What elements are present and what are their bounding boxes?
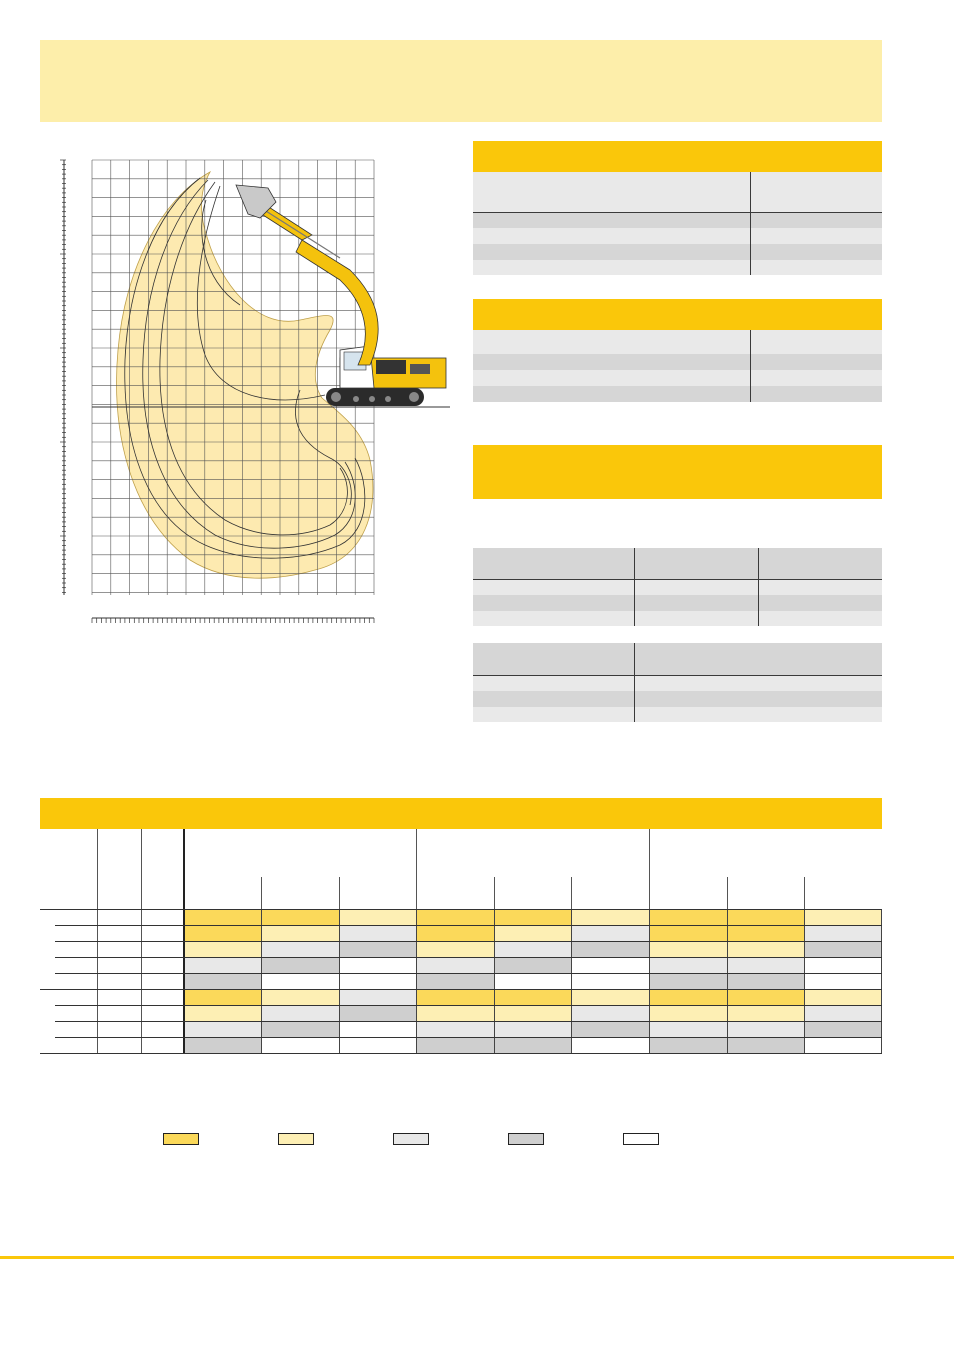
matrix-cell (417, 958, 495, 973)
matrix-cell (495, 942, 572, 957)
matrix-cell (650, 926, 728, 941)
legend-swatch-1 (163, 1133, 199, 1145)
matrix-cell (728, 1022, 805, 1037)
matrix-cell (495, 958, 572, 973)
matrix-cell (650, 1006, 728, 1021)
matrix-cell (805, 958, 882, 973)
matrix-cell (805, 990, 882, 1005)
matrix-cell (728, 942, 805, 957)
matrix-cell (650, 1022, 728, 1037)
matrix-cell (185, 974, 262, 989)
table-row (473, 244, 882, 260)
matrix-cell (185, 958, 262, 973)
matrix-cell (185, 1022, 262, 1037)
table-row (473, 580, 882, 595)
matrix-cell (495, 1038, 572, 1053)
matrix-cell (340, 942, 417, 957)
stick-geometry-table (473, 330, 882, 402)
matrix-cell (650, 974, 728, 989)
table-row (473, 611, 882, 626)
matrix-cell (572, 974, 650, 989)
matrix-cell (650, 942, 728, 957)
matrix-cell (185, 990, 262, 1005)
matrix-cell (650, 1038, 728, 1053)
matrix-cell (417, 974, 495, 989)
table-header-row (473, 643, 882, 675)
matrix-cell (262, 1038, 340, 1053)
matrix-cell (805, 974, 882, 989)
matrix-cell (650, 910, 728, 925)
matrix-cell (262, 910, 340, 925)
selection-matrix (40, 829, 882, 1053)
matrix-cell (495, 910, 572, 925)
legend-swatch-5 (623, 1133, 659, 1145)
table-row (473, 354, 882, 370)
matrix-cell (728, 958, 805, 973)
digging-envelope-diagram (40, 140, 460, 640)
table-header-row (473, 548, 882, 579)
stick-table-header (473, 299, 882, 330)
selection-matrix-header (40, 798, 882, 829)
matrix-cell (262, 958, 340, 973)
table-row (473, 707, 882, 722)
matrix-bottom-rule (40, 1053, 882, 1054)
matrix-cell (805, 1022, 882, 1037)
table-header-row (473, 172, 882, 212)
matrix-cell (728, 990, 805, 1005)
title-band (40, 40, 882, 122)
matrix-cell (495, 990, 572, 1005)
matrix-cell (340, 910, 417, 925)
forces-table-a (473, 548, 882, 626)
matrix-cell (728, 1006, 805, 1021)
matrix-cell (495, 1022, 572, 1037)
table-row (473, 595, 882, 611)
legend-swatch-2 (278, 1133, 314, 1145)
matrix-cell (185, 942, 262, 957)
forces-section-header (473, 445, 882, 499)
matrix-cell (650, 990, 728, 1005)
matrix-cell (262, 942, 340, 957)
table-row (473, 691, 882, 707)
matrix-cell (572, 910, 650, 925)
table-row (473, 370, 882, 386)
matrix-cell (572, 958, 650, 973)
matrix-cell (340, 974, 417, 989)
table-row (473, 213, 882, 228)
matrix-cell (572, 1006, 650, 1021)
matrix-cell (728, 974, 805, 989)
table-row (473, 386, 882, 402)
table-row (473, 676, 882, 691)
matrix-cell (417, 1006, 495, 1021)
matrix-cell (805, 1038, 882, 1053)
matrix-cell (805, 942, 882, 957)
matrix-cell (417, 926, 495, 941)
table-row (473, 228, 882, 244)
matrix-cell (495, 1006, 572, 1021)
matrix-cell (728, 910, 805, 925)
legend-swatch-4 (508, 1133, 544, 1145)
matrix-cell (728, 1038, 805, 1053)
matrix-cell (728, 926, 805, 941)
matrix-cell (340, 926, 417, 941)
matrix-cell (495, 974, 572, 989)
matrix-cell (340, 1022, 417, 1037)
matrix-cell (262, 990, 340, 1005)
matrix-cell (805, 926, 882, 941)
matrix-cell (417, 1022, 495, 1037)
matrix-cell (572, 990, 650, 1005)
matrix-cell (185, 910, 262, 925)
matrix-cell (262, 1022, 340, 1037)
matrix-cell (417, 942, 495, 957)
matrix-cell (572, 926, 650, 941)
matrix-cell (572, 1022, 650, 1037)
matrix-cell (495, 926, 572, 941)
matrix-cell (805, 910, 882, 925)
matrix-cell (572, 1038, 650, 1053)
matrix-cell (185, 1038, 262, 1053)
forces-table-b (473, 643, 882, 722)
footer-rule (0, 1256, 954, 1259)
matrix-cell (340, 1038, 417, 1053)
table-row (473, 330, 882, 354)
matrix-cell (185, 926, 262, 941)
matrix-cell (417, 1038, 495, 1053)
boom-geometry-table (473, 172, 882, 275)
matrix-cell (572, 942, 650, 957)
matrix-cell (262, 1006, 340, 1021)
matrix-cell (417, 990, 495, 1005)
legend-swatch-3 (393, 1133, 429, 1145)
matrix-cell (185, 1006, 262, 1021)
table-row (473, 260, 882, 275)
matrix-cell (340, 958, 417, 973)
matrix-cell (262, 926, 340, 941)
matrix-cell (417, 910, 495, 925)
boom-table-header (473, 141, 882, 172)
matrix-cell (650, 958, 728, 973)
matrix-cell (262, 974, 340, 989)
matrix-cell (805, 1006, 882, 1021)
matrix-cell (340, 990, 417, 1005)
matrix-cell (340, 1006, 417, 1021)
